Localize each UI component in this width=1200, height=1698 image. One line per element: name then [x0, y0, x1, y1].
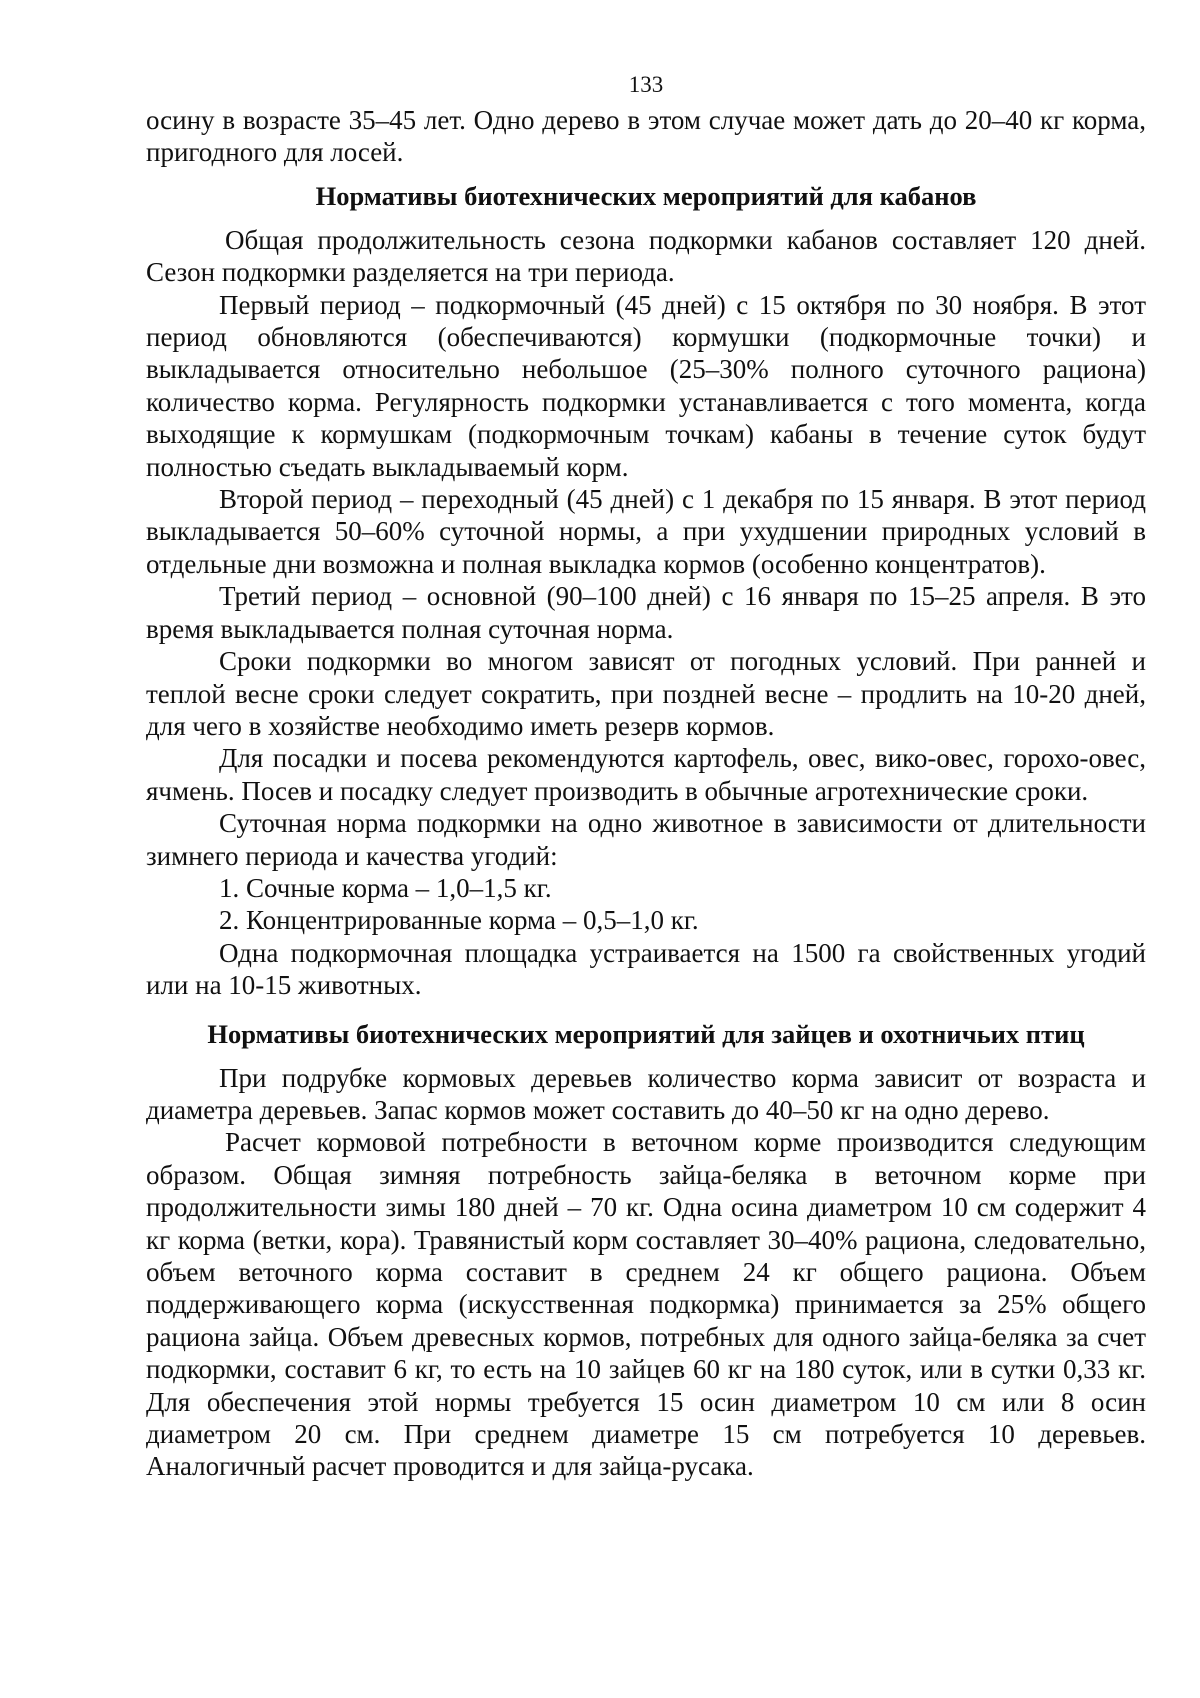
section-heading-hares: Нормативы биотехнических мероприятий для зайцев и охотничьих птиц — [207, 1018, 1085, 1049]
paragraph-crops: Для посадки и посева рекомендуются картофель, овес, вико-овес, горохо-овес, ячмень. Посев и посадку следует производить в обычные агротехнические сроки. — [146, 743, 1146, 806]
paragraph-continuation: осину в возрасте 35–45 лет. Одно дерево в этом случае может дать до 20–40 кг корма, пригодного для лосей. — [146, 105, 1146, 168]
page-number: 133 — [628, 72, 664, 97]
paragraph-second-period: Второй период – переходный (45 дней) с 1 декабря по 15 января. В этот период выкладывается 50–60% суточной нормы, а при ухудшении природных условий в отдельные дни возможна и полная выкладка кормов (особенно концентратов). — [146, 484, 1146, 579]
paragraph-timing: Сроки подкормки во многом зависят от погодных условий. При ранней и теплой весне сроки следует сократить, при поздней весне – продлить на 10-20 дней, для чего в хозяйстве необходимо иметь резерв кормов. — [146, 646, 1146, 741]
paragraph-feeding-site: Одна подкормочная площадка устраивается на 1500 га свойственных угодий или на 10-15 животных. — [146, 937, 1146, 1001]
paragraph-first-period: Первый период – подкормочный (45 дней) с 15 октября по 30 ноября. В этот период обновляются (обеспечиваются) кормушки (подкормочные точки) и выкладывается относительно небольшое (25–30% полного суточного рациона) количество корма. Регулярность подкормки устанавливается с того момента, когда выходящие к кормушкам (подкормочным точкам) кабаны в течение суток будут полностью съедать выкладываемый корм. — [146, 289, 1146, 482]
paragraph-tree-felling: При подрубке кормовых деревьев количество корма зависит от возраста и диаметра деревьев. Запас кормов может составить до 40–50 кг на одно дерево. — [146, 1062, 1146, 1125]
paragraph-daily-norm: Суточная норма подкормки на одно животное в зависимости от длительности зимнего периода и качества угодий: — [146, 808, 1146, 871]
paragraph-feed-calculation: Расчет кормовой потребности в веточном корме производится следующим образом. Общая зимняя потребность зайца-беляка в веточном корме при продолжительности зимы 180 дней – 70 кг. Одна осина диаметром 10 см содержит 4 кг корма (ветки, кора). Травянистый корм составляет 30–40% рациона, следовательно, объем веточного корма составит в среднем 24 кг общего рациона. Объем поддерживающего корма (искусственная подкормка) принимается за 25% общего рациона зайца. Объем древесных кормов, потребных для одного зайца-беляка за счет подкормки, составит 6 кг, то есть на 10 зайцев 60 кг на 180 суток, или в сутки 0,33 кг. Для обеспечения этой нормы требуется 15 осин диаметром 10 см или 8 осин диаметром 20 см. При среднем диаметре 15 см потребуется 10 деревьев. Аналогичный расчет проводится и для зайца-русака. — [146, 1127, 1146, 1482]
section-heading-boars: Нормативы биотехнических мероприятий для кабанов — [315, 180, 977, 211]
list-item-succulent-feed: 1. Сочные корма – 1,0–1,5 кг. — [219, 872, 552, 903]
document-page — [146, 72, 1146, 1483]
list-item-concentrated-feed: 2. Концентрированные корма – 0,5–1,0 кг. — [219, 905, 699, 936]
paragraph-third-period: Третий период – основной (90–100 дней) с 16 января по 15–25 апреля. В это время выкладывается полная суточная норма. — [146, 581, 1146, 644]
paragraph-season-length: Общая продолжительность сезона подкормки кабанов составляет 120 дней. Сезон подкормки разделяется на три периода. — [146, 224, 1146, 288]
